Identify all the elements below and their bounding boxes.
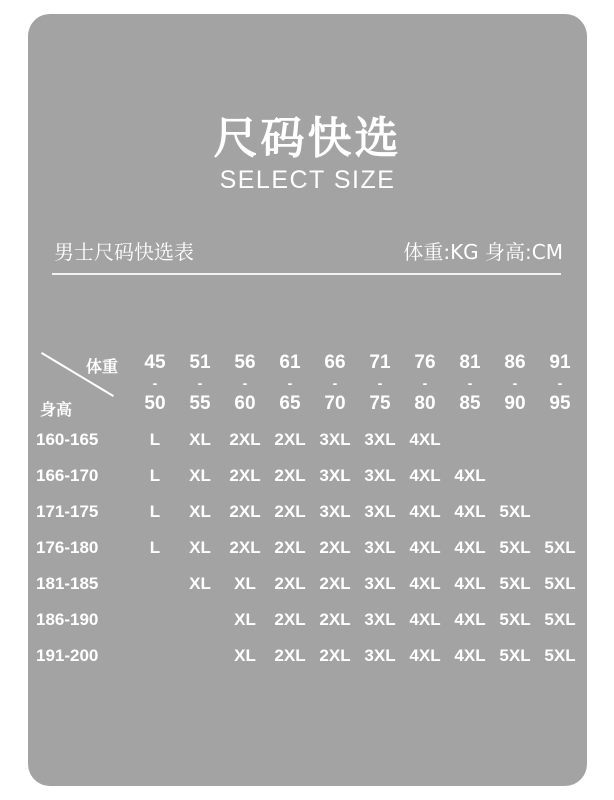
size-cell: XL (189, 466, 211, 485)
size-cell: 2XL (274, 646, 306, 665)
size-cell: L (149, 466, 161, 485)
weight-bottom: 95 (549, 393, 571, 414)
weight-bottom: 55 (189, 393, 211, 414)
size-cell: 2XL (229, 502, 261, 521)
size-cell: 4XL (454, 646, 486, 665)
weight-range-header (448, 352, 492, 414)
weight-top: 81 (459, 352, 481, 373)
weight-dash: - (197, 375, 203, 391)
weight-top: 71 (369, 352, 391, 373)
size-cell: 2XL (319, 646, 351, 665)
weight-bottom: 65 (279, 393, 301, 414)
size-cell: L (149, 430, 161, 449)
size-cell: 3XL (364, 538, 396, 557)
weight-top: 91 (549, 352, 571, 373)
weight-top: 61 (279, 352, 301, 373)
size-cell: 3XL (364, 610, 396, 629)
size-cell: 2XL (274, 610, 306, 629)
size-cell: 4XL (409, 610, 441, 629)
size-cell: 5XL (499, 538, 531, 557)
size-cell: 2XL (229, 430, 261, 449)
unit-label: 体重:KG 身高:CM (403, 240, 563, 264)
height-range-label: 186-190 (36, 610, 99, 629)
weight-dash: - (467, 375, 473, 391)
size-cell: 5XL (544, 646, 576, 665)
weight-bottom: 70 (324, 393, 346, 414)
size-cell: 5XL (499, 646, 531, 665)
corner-weight-label: 体重 (86, 357, 119, 376)
size-cell: 4XL (409, 502, 441, 521)
height-range-label: 160-165 (36, 430, 99, 449)
page-subtitle: SELECT SIZE (219, 166, 396, 194)
weight-dash: - (332, 375, 338, 391)
size-cell: 5XL (499, 502, 531, 521)
size-cell: 4XL (409, 574, 441, 593)
weight-range-header (538, 352, 582, 414)
size-cell: 4XL (409, 430, 441, 449)
weight-top: 45 (144, 352, 166, 373)
size-cell: 4XL (454, 502, 486, 521)
weight-top: 76 (414, 352, 436, 373)
weight-range-header (493, 352, 537, 414)
size-cell: L (149, 538, 161, 557)
size-cell: 4XL (409, 538, 441, 557)
size-cell: 3XL (364, 430, 396, 449)
weight-dash: - (152, 375, 158, 391)
size-cell: XL (189, 538, 211, 557)
weight-range-header (133, 352, 177, 414)
weight-dash: - (512, 375, 518, 391)
size-cell: XL (189, 430, 211, 449)
table-row (28, 610, 587, 634)
weight-dash: - (242, 375, 248, 391)
weight-bottom: 80 (414, 393, 436, 414)
size-cell: 5XL (544, 538, 576, 557)
size-cell: L (149, 502, 161, 521)
table-row (28, 574, 587, 598)
table-row (28, 466, 587, 490)
weight-top: 86 (504, 352, 526, 373)
weight-dash: - (557, 375, 563, 391)
size-cell: 2XL (319, 574, 351, 593)
size-cell: XL (189, 502, 211, 521)
size-cell: 3XL (364, 646, 396, 665)
weight-dash: - (287, 375, 293, 391)
size-cell: 2XL (274, 466, 306, 485)
size-cell: 3XL (364, 574, 396, 593)
size-cell: XL (234, 574, 256, 593)
size-cell: XL (234, 610, 256, 629)
weight-bottom: 75 (369, 393, 391, 414)
size-cell: 2XL (319, 538, 351, 557)
size-cell: 3XL (319, 502, 351, 521)
weight-bottom: 90 (504, 393, 526, 414)
table-title: 男士尺码快选表 (54, 240, 194, 264)
size-cell: 2XL (229, 538, 261, 557)
size-cell: 4XL (454, 538, 486, 557)
size-cell: 5XL (499, 610, 531, 629)
size-cell: 5XL (544, 574, 576, 593)
table-row (28, 646, 587, 670)
size-cell: 2XL (274, 538, 306, 557)
size-cell: 2XL (319, 610, 351, 629)
size-cell: 3XL (319, 466, 351, 485)
size-cell: 2XL (274, 430, 306, 449)
size-cell: 5XL (499, 574, 531, 593)
table-row (28, 502, 587, 526)
size-cell: 4XL (454, 574, 486, 593)
weight-dash: - (422, 375, 428, 391)
divider (52, 273, 561, 275)
size-cell: 5XL (544, 610, 576, 629)
page-title: 尺码快选 (213, 113, 402, 164)
table-row (28, 430, 587, 454)
size-cell: XL (234, 646, 256, 665)
weight-range-header (313, 352, 357, 414)
weight-range-header (403, 352, 447, 414)
weight-range-header (223, 352, 267, 414)
size-cell: XL (189, 574, 211, 593)
weight-range-header (268, 352, 312, 414)
height-range-label: 191-200 (36, 646, 99, 665)
weight-top: 51 (189, 352, 211, 373)
height-range-label: 171-175 (36, 502, 99, 521)
weight-top: 66 (324, 352, 346, 373)
weight-range-header (358, 352, 402, 414)
height-range-label: 176-180 (36, 538, 99, 557)
weight-bottom: 85 (459, 393, 481, 414)
size-chart-card (28, 14, 587, 786)
size-cell: 2XL (274, 502, 306, 521)
weight-dash: - (377, 375, 383, 391)
table-row (28, 538, 587, 562)
size-cell: 4XL (409, 466, 441, 485)
size-cell: 2XL (274, 574, 306, 593)
weight-range-header (178, 352, 222, 414)
size-cell: 3XL (364, 466, 396, 485)
corner-height-label: 身高 (40, 400, 73, 419)
weight-top: 56 (234, 352, 256, 373)
size-cell: 4XL (409, 646, 441, 665)
size-cell: 3XL (364, 502, 396, 521)
size-cell: 4XL (454, 610, 486, 629)
weight-bottom: 60 (234, 393, 256, 414)
height-range-label: 181-185 (36, 574, 99, 593)
size-cell: 3XL (319, 430, 351, 449)
weight-bottom: 50 (144, 393, 166, 414)
height-range-label: 166-170 (36, 466, 99, 485)
size-cell: 4XL (454, 466, 486, 485)
size-cell: 2XL (229, 466, 261, 485)
